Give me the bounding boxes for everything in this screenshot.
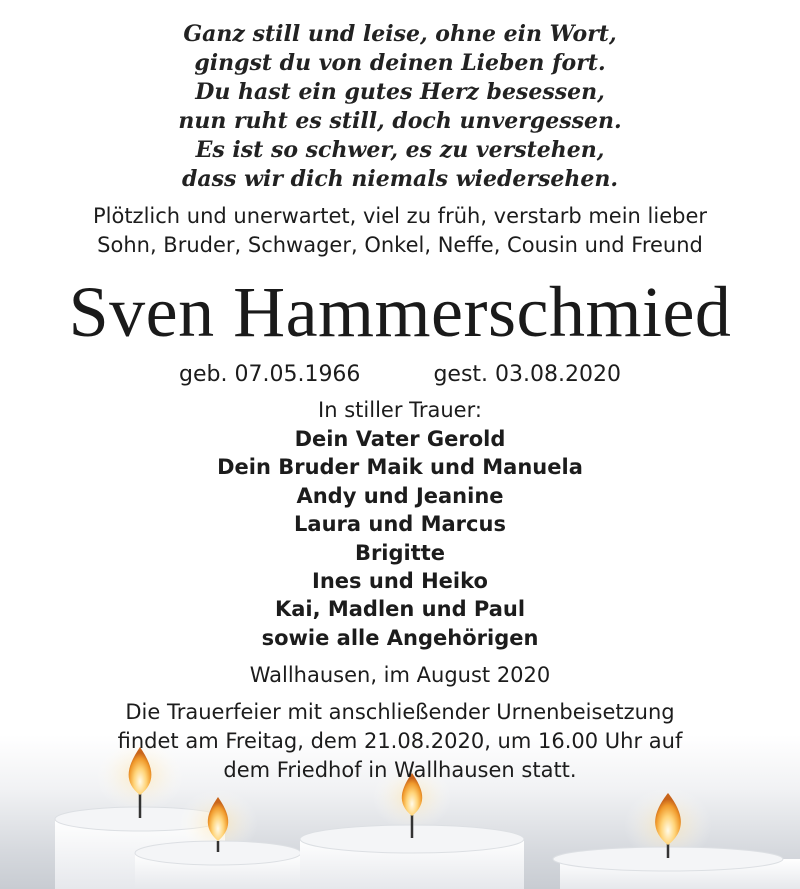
poem-line: Ganz still und leise, ohne ein Wort,: [183, 21, 617, 47]
life-dates: [0, 360, 800, 390]
mourning-heading: In stiller Trauer:: [318, 398, 482, 422]
poem-line: dass wir dich niemals wiedersehen.: [182, 166, 618, 192]
funeral-line: dem Friedhof in Wallhausen statt.: [223, 758, 577, 782]
poem-line: Es ist so schwer, es zu verstehen,: [195, 137, 605, 163]
announcement-intro: [0, 202, 800, 260]
funeral-line: findet am Freitag, dem 21.08.2020, um 16.00 Uhr auf: [117, 729, 683, 753]
poem-line: Du hast ein gutes Herz besessen,: [195, 79, 605, 105]
funeral-line: Die Trauerfeier mit anschließender Urnenbeisetzung: [125, 700, 675, 724]
mourner: sowie alle Angehörigen: [261, 625, 539, 650]
place-and-date: Wallhausen, im August 2020: [249, 663, 551, 687]
intro-line: Plötzlich und unerwartet, viel zu früh, verstarb mein lieber: [92, 204, 708, 228]
mourner: Ines und Heiko: [312, 569, 488, 594]
mourner: Kai, Madlen und Paul: [274, 597, 526, 622]
funeral-info: [0, 698, 800, 785]
mourner: Dein Vater Gerold: [294, 427, 506, 451]
mourner: Brigitte: [354, 540, 446, 565]
poem-line: nun ruht es still, doch unvergessen.: [178, 108, 622, 134]
memorial-poem: [0, 20, 800, 194]
birth-date: geb. 07.05.1966: [179, 362, 361, 387]
mourner: Dein Bruder Maik und Manuela: [217, 455, 583, 480]
mourners-list: [0, 425, 800, 652]
death-date: gest. 03.08.2020: [433, 362, 621, 387]
mourner: Andy und Jeanine: [296, 483, 504, 508]
intro-line: Sohn, Bruder, Schwager, Onkel, Neffe, Cousin und Freund: [97, 233, 703, 257]
poem-line: gingst du von deinen Lieben fort.: [194, 50, 606, 76]
deceased-name: Sven Hammerschmied: [68, 272, 732, 352]
mourner: Laura und Marcus: [294, 512, 506, 537]
